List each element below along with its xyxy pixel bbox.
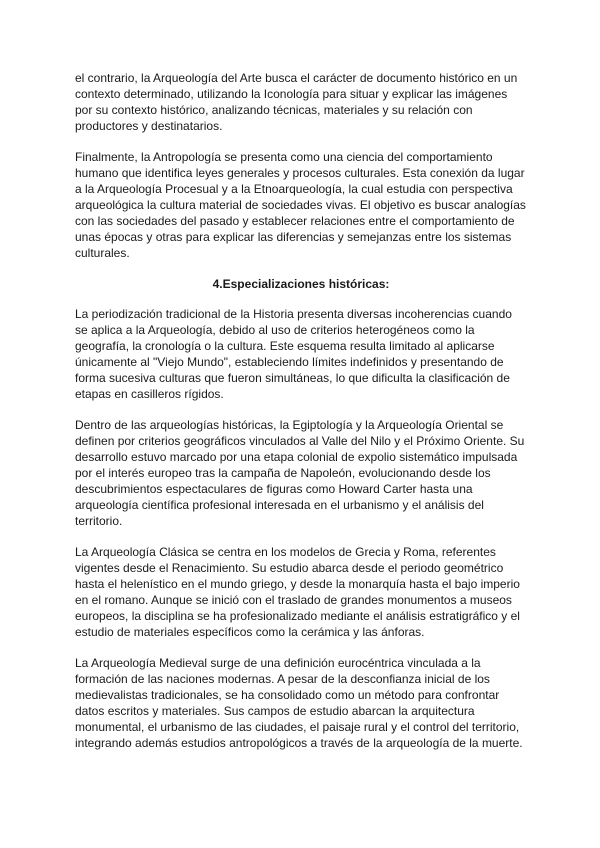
paragraph-egiptologia: Dentro de las arqueologías históricas, la Egiptología y la Arqueología Oriental se definen por criterios geográficos vinculados al Valle del Nilo y el Próximo Oriente. Su desarrollo estuvo marcado por una etapa colonial de expolio sistemático impulsada por el interés europeo tras la campaña de Napoleón, evolucionando desde los descubrimientos espectaculares de figuras como Howard Carter hasta una arqueología científica profesional interesada en el urbanismo y el análisis del territorio. <box>75 418 525 528</box>
paragraph-arqueologia-clasica: La Arqueología Clásica se centra en los modelos de Grecia y Roma, referentes vigentes desde el Renacimiento. Su estudio abarca desde el periodo geométrico hasta el helenístico en el mundo griego, y desde la monarquía hasta el bajo imperio en el romano. Aunque se inició con el traslado de grandes monumentos a museos europeos, la disciplina se ha profesionalizado mediante el análisis estratigráfico y el estudio de materiales específicos como la cerámica y las ánforas. <box>75 545 520 639</box>
document-body <box>75 70 527 766</box>
paragraph-arqueologia-arte: el contrario, la Arqueología del Arte busca el carácter de documento histórico en un contexto determinado, utilizando la Iconología para situar y explicar las imágenes por su contexto histórico, analizando técnicas, materiales y su relación con productores y destinatarios. <box>75 71 518 133</box>
paragraph-arqueologia-medieval: La Arqueología Medieval surge de una definición eurocéntrica vinculada a la formación de las naciones modernas. A pesar de la desconfianza inicial de los medievalistas tradicionales, se ha consolidado como un método para confrontar datos escritos y materiales. Sus campos de estudio abarcan la arquitectura monumental, el urbanismo de las ciudades, el paisaje rural y el control del territorio, integrando además estudios antropológicos a través de la arqueología de la muerte. <box>75 656 523 750</box>
section-heading: 4.Especializaciones históricas: <box>212 277 390 291</box>
paragraph-antropologia: Finalmente, la Antropología se presenta como una ciencia del comportamiento humano que identifica leyes generales y procesos culturales. Esta conexión da lugar a la Arqueología Procesual y a la Etnoarqueología, la cual estudia con perspectiva arqueológica la cultura material de sociedades vivas. El objetivo es buscar analogías con las sociedades del pasado y establecer relaciones entre el comportamiento de unas épocas y otras para explicar las diferencias y semejanzas entre los sistemas culturales. <box>75 150 526 260</box>
paragraph-periodizacion: La periodización tradicional de la Historia presenta diversas incoherencias cuando se aplica a la Arqueología, debido al uso de criterios heterogéneos como la geografía, la cronología o la cultura. Este esquema resulta limitado al aplicarse únicamente al "Viejo Mundo", estableciendo límites indefinidos y presentando de forma sucesiva culturas que fueron simultáneas, lo que dificulta la clasificación de etapas en casilleros rígidos. <box>75 307 512 401</box>
